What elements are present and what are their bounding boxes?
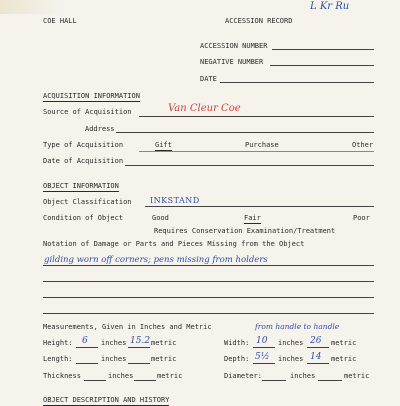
- type-label: Type of Acquisition: [43, 141, 124, 149]
- source-field[interactable]: [139, 116, 374, 117]
- negative-number-label: NEGATIVE NUMBER: [200, 58, 264, 66]
- damage-value: gilding worn off corners; pens missing from holders: [44, 255, 268, 265]
- type-option-gift[interactable]: Gift: [155, 141, 172, 149]
- paper-stain: [0, 0, 60, 14]
- diameter-inches-field[interactable]: [262, 380, 286, 381]
- damage-line-4[interactable]: [43, 313, 374, 314]
- accession-number-field[interactable]: [272, 49, 374, 50]
- width-inches-word: inches: [278, 339, 304, 347]
- type-row-rule: [139, 151, 374, 152]
- depth-metric-value: 14: [310, 352, 322, 362]
- length-inches-word: inches: [101, 355, 127, 363]
- height-inches-word: inches: [101, 339, 127, 347]
- damage-label: Notation of Damage or Parts and Pieces Missing from the Object: [43, 240, 305, 248]
- width-metric-field[interactable]: [307, 347, 329, 348]
- condition-option-good[interactable]: Good: [152, 214, 169, 222]
- depth-metric-field[interactable]: [307, 363, 329, 364]
- depth-inches-field[interactable]: [253, 363, 275, 364]
- diameter-label: Diameter:: [224, 372, 262, 380]
- acquisition-date-field[interactable]: [125, 165, 374, 166]
- accession-number-label: ACCESSION NUMBER: [200, 42, 268, 50]
- diameter-inches-word: inches: [290, 372, 316, 380]
- object-section-title: OBJECT INFORMATION: [43, 182, 119, 190]
- acquisition-date-label: Date of Acquisition: [43, 157, 124, 165]
- condition-option-fair[interactable]: Fair: [244, 214, 261, 222]
- width-metric-value: 26: [310, 336, 322, 346]
- damage-line-1[interactable]: [43, 265, 374, 266]
- source-label: Source of Acquisition: [43, 108, 132, 116]
- conservation-label: Requires Conservation Examination/Treatment: [154, 227, 336, 235]
- width-inches-field[interactable]: [253, 347, 275, 348]
- width-inches-value: 10: [256, 336, 268, 346]
- type-option-other[interactable]: Other: [352, 141, 374, 149]
- measurements-title: Measurements, Given in Inches and Metric: [43, 323, 212, 331]
- thickness-metric-field[interactable]: [134, 380, 156, 381]
- depth-inches-value: 5½: [255, 352, 270, 362]
- height-inches-field[interactable]: [76, 347, 98, 348]
- depth-label: Depth:: [224, 355, 250, 363]
- classification-label: Object Classification: [43, 198, 132, 206]
- length-inches-field[interactable]: [76, 363, 98, 364]
- height-inches-value: 6: [82, 336, 88, 346]
- condition-label: Condition of Object: [43, 214, 124, 222]
- height-metric-field[interactable]: [128, 347, 150, 348]
- condition-option-poor[interactable]: Poor: [353, 214, 370, 222]
- address-field[interactable]: [116, 132, 374, 133]
- height-metric-value: 15.2: [130, 336, 151, 346]
- length-metric-field[interactable]: [128, 363, 150, 364]
- institution-name: COE HALL: [43, 17, 77, 25]
- length-metric-word: metric: [151, 355, 177, 363]
- height-label: Height:: [43, 339, 73, 347]
- address-label: Address: [85, 125, 115, 133]
- damage-line-3[interactable]: [43, 297, 374, 298]
- classification-value: INKSTAND: [150, 196, 200, 205]
- height-metric-word: metric: [151, 339, 177, 347]
- depth-metric-word: metric: [331, 355, 357, 363]
- depth-inches-word: inches: [278, 355, 304, 363]
- date-field[interactable]: [220, 82, 374, 83]
- diameter-metric-word: metric: [344, 372, 370, 380]
- width-label: Width:: [224, 339, 250, 347]
- date-label: DATE: [200, 75, 217, 83]
- thickness-metric-word: metric: [157, 372, 183, 380]
- diameter-metric-field[interactable]: [318, 380, 342, 381]
- acquisition-section-title: ACQUISITION INFORMATION: [43, 92, 140, 100]
- thickness-label: Thickness: [43, 372, 81, 380]
- length-label: Length:: [43, 355, 73, 363]
- width-metric-word: metric: [331, 339, 357, 347]
- description-section-title: OBJECT DESCRIPTION AND HISTORY: [43, 396, 170, 404]
- thickness-inches-word: inches: [108, 372, 134, 380]
- measurement-annotation: from handle to handle: [255, 322, 340, 331]
- source-value: Van Cleur Coe: [168, 103, 241, 114]
- thickness-inches-field[interactable]: [84, 380, 106, 381]
- form-title: ACCESSION RECORD: [225, 17, 293, 25]
- classification-field[interactable]: [145, 206, 374, 207]
- negative-number-field[interactable]: [270, 65, 374, 66]
- type-option-purchase[interactable]: Purchase: [245, 141, 279, 149]
- damage-line-2[interactable]: [43, 281, 374, 282]
- corner-note: L Kr Ru: [310, 1, 350, 12]
